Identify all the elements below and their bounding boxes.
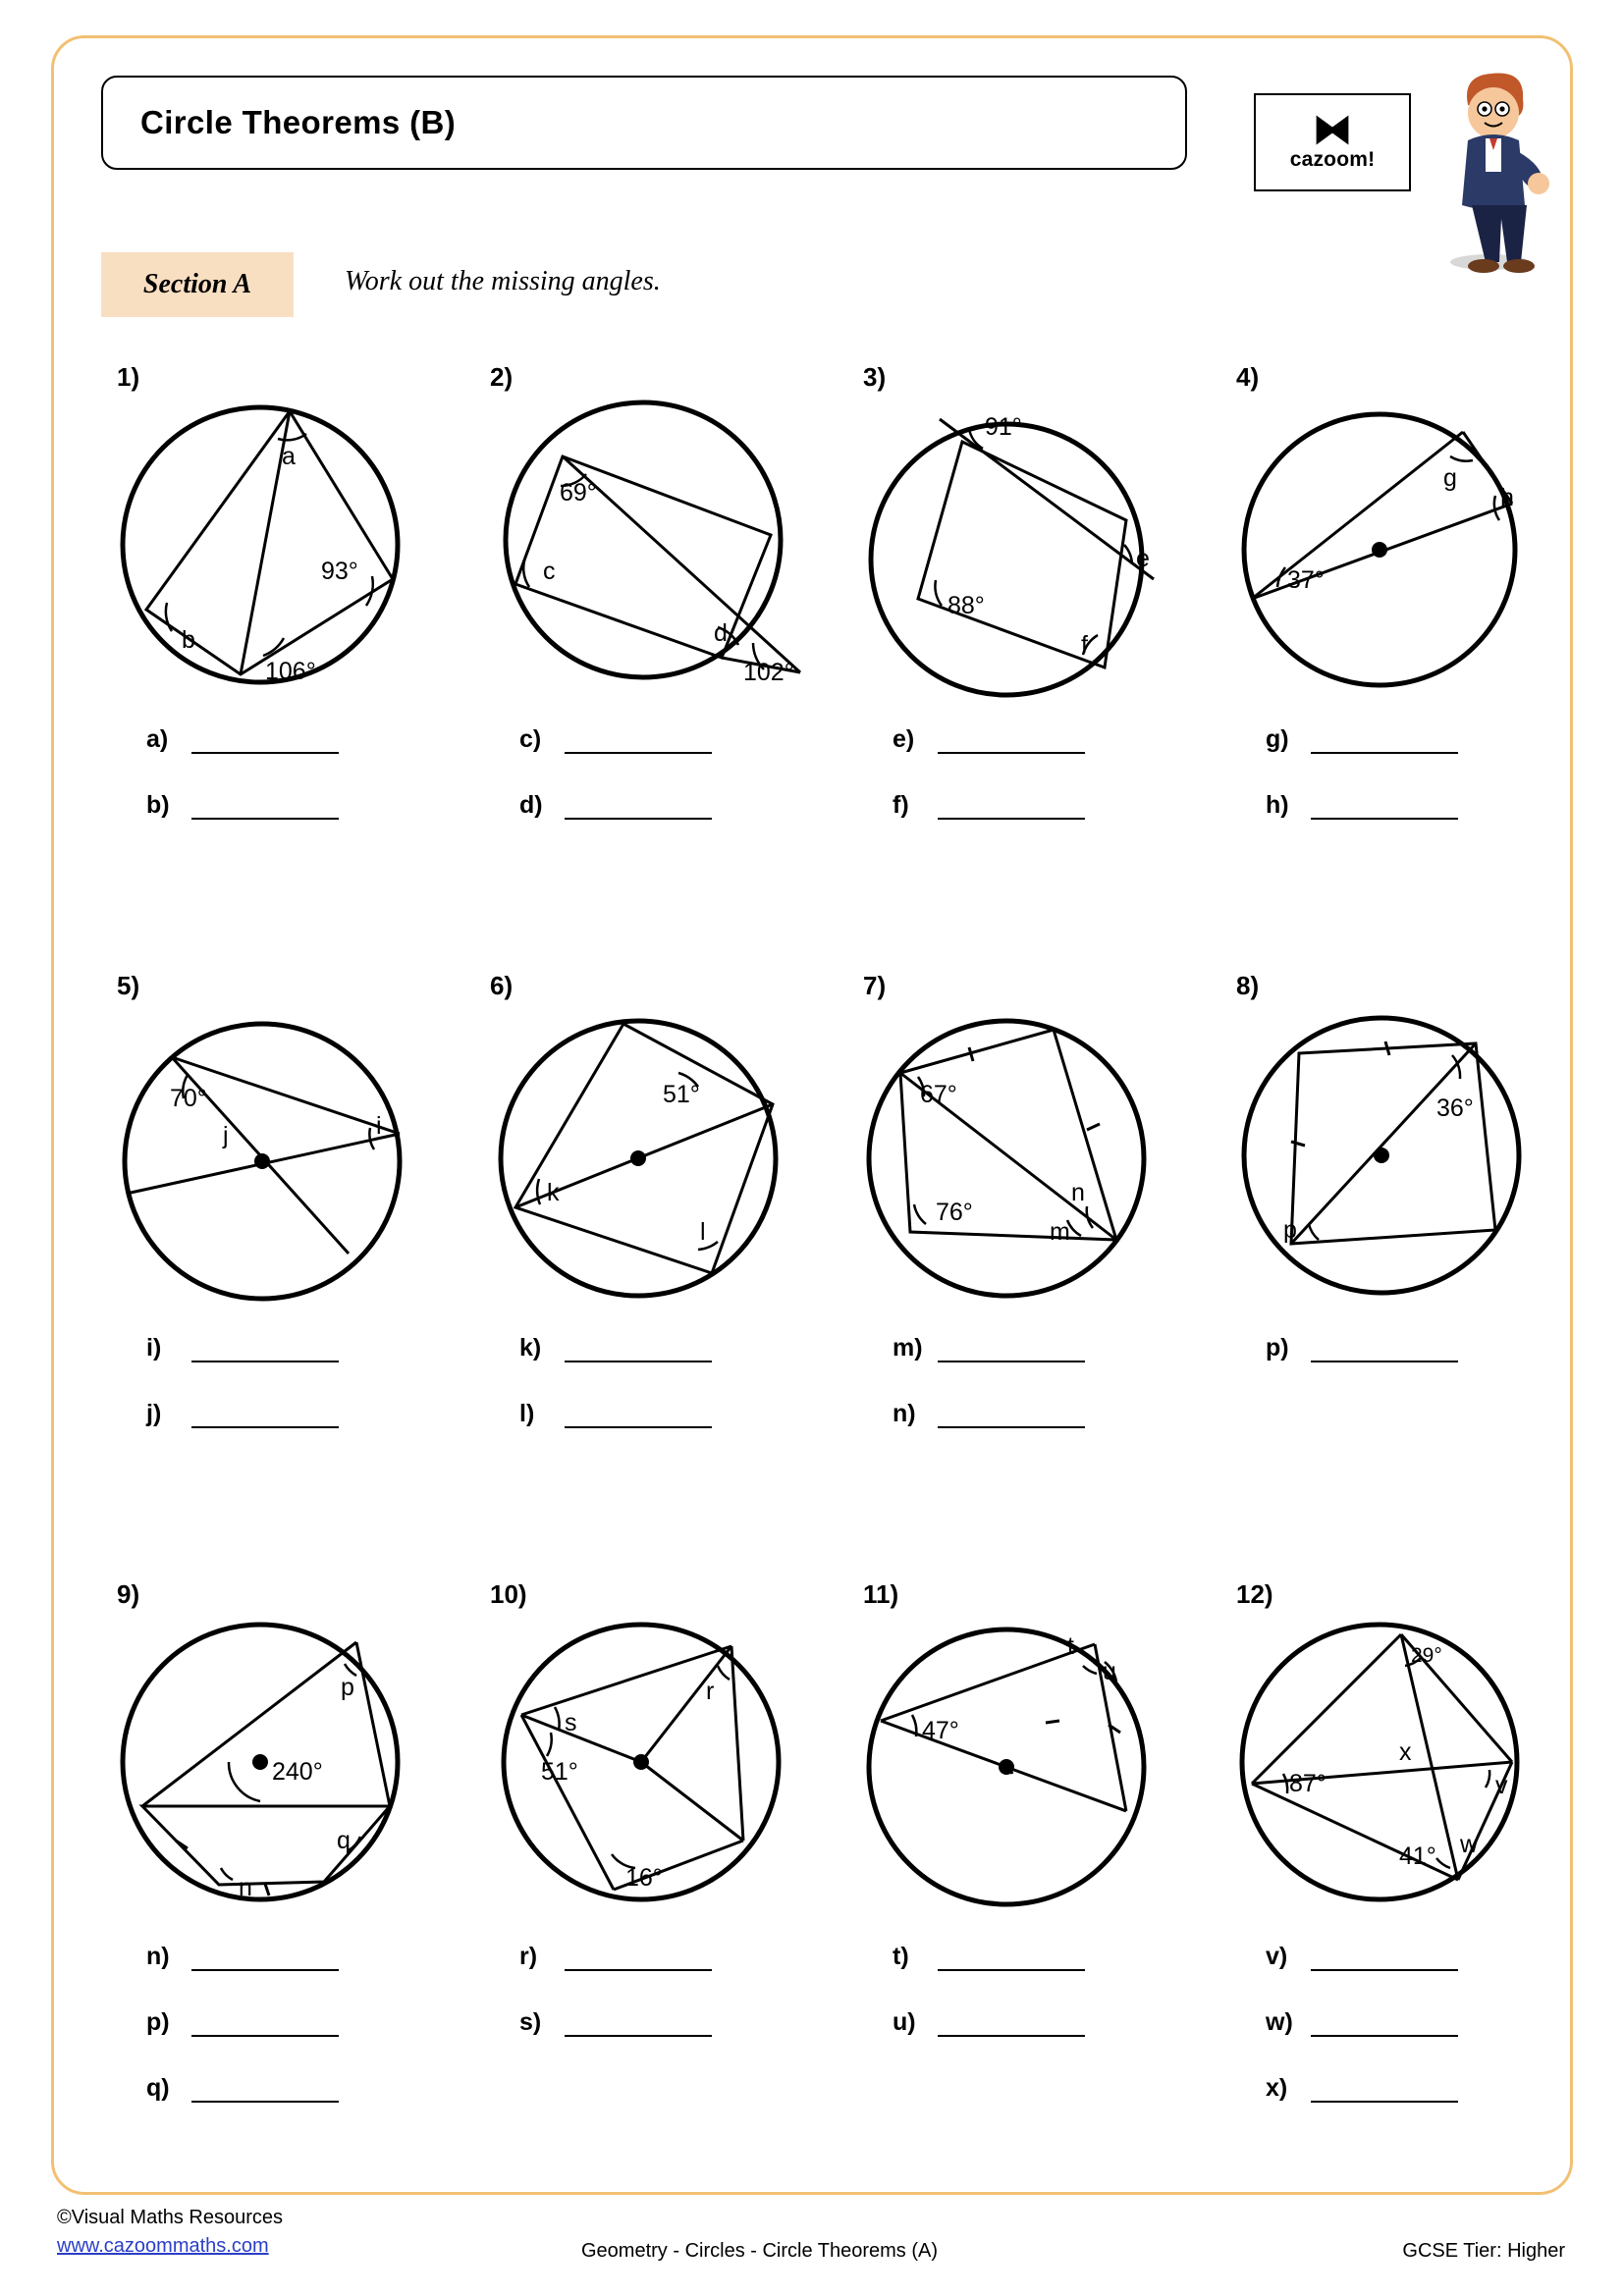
angle-106: 106°	[265, 658, 316, 685]
angle-76: 76°	[936, 1199, 973, 1226]
question-8-answers	[1266, 1334, 1458, 1400]
answer-blank[interactable]	[565, 2015, 712, 2037]
answer-line	[1266, 2008, 1458, 2037]
answer-label: i)	[146, 1334, 162, 1362]
answer-line	[519, 1400, 712, 1428]
answer-blank[interactable]	[938, 1949, 1085, 1971]
question-number: 11)	[863, 1579, 899, 1609]
footer-topic: Geometry - Circles - Circle Theorems (A)	[581, 2240, 939, 2262]
angle-51: 51°	[541, 1758, 578, 1786]
answer-blank[interactable]	[1311, 1341, 1458, 1362]
label-p: p	[341, 1674, 354, 1701]
angle-69: 69°	[560, 479, 597, 507]
answer-line	[1266, 1334, 1458, 1362]
answer-label: m)	[893, 1334, 923, 1362]
angle-91: 91°	[985, 413, 1022, 441]
answer-label: g)	[1266, 725, 1289, 753]
mascot-illustration	[1429, 62, 1556, 278]
angle-88: 88°	[947, 592, 985, 619]
angle-47: 47°	[922, 1717, 959, 1744]
question-9-figure	[113, 1605, 447, 1929]
question-10-answers	[519, 1943, 712, 2074]
answer-line	[893, 1334, 1085, 1362]
label-i: i	[376, 1112, 382, 1140]
label-q: q	[337, 1827, 351, 1854]
worksheet-title-box	[101, 76, 1187, 170]
question-number: 1)	[117, 362, 140, 392]
answer-label: q)	[146, 2074, 170, 2102]
answer-blank[interactable]	[565, 1341, 712, 1362]
answer-line	[146, 1400, 339, 1428]
label-t: t	[1067, 1632, 1074, 1660]
label-j: j	[223, 1122, 229, 1149]
answer-blank[interactable]	[1311, 1949, 1458, 1971]
footer-tier: GCSE Tier: Higher	[1402, 2240, 1565, 2262]
answer-label: p)	[146, 2008, 170, 2036]
answer-label: v)	[1266, 1943, 1288, 1970]
question-1-answers	[146, 725, 339, 857]
angle-29: 29°	[1411, 1644, 1442, 1667]
angle-102: 102°	[743, 659, 794, 686]
cazoom-logo	[1254, 93, 1411, 191]
label-m: m	[1050, 1218, 1070, 1246]
answer-blank[interactable]	[1311, 732, 1458, 754]
answer-label: a)	[146, 725, 169, 753]
question-number: 10)	[490, 1579, 527, 1609]
question-4-answers	[1266, 725, 1458, 857]
answer-line	[146, 725, 339, 754]
question-11-figure	[859, 1605, 1193, 1929]
question-number: 4)	[1236, 362, 1260, 392]
answer-label: k)	[519, 1334, 542, 1362]
question-number: 6)	[490, 971, 514, 1000]
answer-blank[interactable]	[938, 732, 1085, 754]
answer-line	[146, 1334, 339, 1362]
angle-36: 36°	[1436, 1095, 1474, 1122]
question-9-answers	[146, 1943, 339, 2140]
label-s: s	[565, 1709, 577, 1736]
answer-blank[interactable]	[191, 798, 339, 820]
question-7-answers	[893, 1334, 1085, 1466]
question-8-figure	[1232, 996, 1566, 1320]
answer-line	[519, 1334, 712, 1362]
answer-label: b)	[146, 791, 170, 819]
cazoom-link[interactable]: www.cazoommaths.com	[57, 2235, 269, 2257]
answer-line	[519, 725, 712, 754]
question-number: 9)	[117, 1579, 140, 1609]
answer-blank[interactable]	[191, 1949, 339, 1971]
label-p: p	[1283, 1216, 1297, 1244]
answer-blank[interactable]	[1311, 798, 1458, 820]
angle-41: 41°	[1399, 1842, 1436, 1870]
answer-blank[interactable]	[938, 1407, 1085, 1428]
answer-blank[interactable]	[1311, 2015, 1458, 2037]
answer-label: c)	[519, 725, 542, 753]
answer-blank[interactable]	[565, 1949, 712, 1971]
angle-16: 16°	[625, 1864, 663, 1892]
question-10-figure	[486, 1605, 820, 1929]
answer-blank[interactable]	[191, 2015, 339, 2037]
footer-left	[57, 2207, 283, 2258]
question-row-3	[54, 1550, 1570, 2159]
label-b: b	[182, 626, 195, 654]
label-n: n	[239, 1874, 252, 1901]
question-12-answers	[1266, 1943, 1458, 2140]
question-6-answers	[519, 1334, 712, 1466]
answer-line	[1266, 791, 1458, 820]
answer-label: e)	[893, 725, 915, 753]
question-1-figure	[113, 388, 447, 712]
worksheet-page	[51, 35, 1573, 2195]
label-v: v	[1495, 1772, 1508, 1799]
question-5-figure	[113, 996, 447, 1320]
answer-label: h)	[1266, 791, 1289, 819]
question-2-answers	[519, 725, 712, 857]
answer-label: w)	[1266, 2008, 1293, 2036]
answer-line	[893, 725, 1085, 754]
answer-label: r)	[519, 1943, 538, 1970]
question-grid	[54, 333, 1570, 2159]
label-x: x	[1399, 1738, 1412, 1766]
answer-line	[146, 2008, 339, 2037]
question-number: 5)	[117, 971, 140, 1000]
question-5-answers	[146, 1334, 339, 1466]
page-title: Circle Theorems (B)	[140, 104, 457, 140]
label-c: c	[543, 558, 556, 585]
answer-label: j)	[146, 1400, 162, 1427]
question-number: 8)	[1236, 971, 1260, 1000]
question-12-figure	[1232, 1605, 1566, 1929]
answer-line	[519, 2008, 712, 2037]
label-u: u	[1103, 1658, 1116, 1685]
answer-blank[interactable]	[565, 732, 712, 754]
label-g: g	[1443, 464, 1457, 492]
angle-67: 67°	[920, 1081, 957, 1108]
answer-line	[146, 791, 339, 820]
question-2-figure	[486, 388, 820, 712]
answer-blank[interactable]	[565, 1407, 712, 1428]
angle-51: 51°	[663, 1081, 700, 1108]
angle-240: 240°	[272, 1758, 323, 1786]
answer-label: n)	[146, 1943, 170, 1970]
answer-line	[519, 791, 712, 820]
label-e: e	[1136, 545, 1150, 572]
question-6-figure	[486, 996, 820, 1320]
answer-label: s)	[519, 2008, 542, 2036]
question-3-answers	[893, 725, 1085, 857]
answer-blank[interactable]	[191, 1407, 339, 1428]
question-4-figure	[1232, 388, 1566, 712]
answer-line	[1266, 725, 1458, 754]
label-d: d	[714, 619, 728, 647]
answer-label: n)	[893, 1400, 916, 1427]
answer-line	[1266, 1943, 1458, 1971]
label-k: k	[547, 1179, 560, 1206]
answer-line	[893, 1943, 1085, 1971]
label-h: h	[1500, 484, 1514, 511]
question-number: 12)	[1236, 1579, 1273, 1609]
answer-label: t)	[893, 1943, 909, 1970]
answer-blank[interactable]	[938, 2015, 1085, 2037]
question-number: 2)	[490, 362, 514, 392]
answer-label: l)	[519, 1400, 535, 1427]
answer-label: u)	[893, 2008, 916, 2036]
answer-label: x)	[1266, 2074, 1288, 2102]
question-number: 3)	[863, 362, 887, 392]
label-a: a	[282, 443, 296, 470]
answer-line	[893, 791, 1085, 820]
question-3-figure	[859, 388, 1193, 712]
question-row-1	[54, 333, 1570, 941]
answer-label: p)	[1266, 1334, 1289, 1362]
question-row-2	[54, 941, 1570, 1550]
answer-blank[interactable]	[938, 798, 1085, 820]
answer-line	[519, 1943, 712, 1971]
label-f: f	[1081, 631, 1088, 659]
answer-line	[1266, 2074, 1458, 2103]
answer-blank[interactable]	[565, 798, 712, 820]
answer-label: d)	[519, 791, 543, 819]
answer-blank[interactable]	[1311, 2081, 1458, 2103]
answer-line	[146, 1943, 339, 1971]
answer-line	[893, 2008, 1085, 2037]
label-r: r	[706, 1678, 715, 1705]
answer-label: f)	[893, 791, 909, 819]
question-number: 7)	[863, 971, 887, 1000]
question-11-answers	[893, 1943, 1085, 2074]
label-w: w	[1460, 1831, 1479, 1858]
answer-line	[893, 1400, 1085, 1428]
answer-blank[interactable]	[938, 1341, 1085, 1362]
section-badge: Section A	[101, 252, 294, 317]
hourglass-icon: ⧓	[1313, 108, 1352, 151]
angle-93: 93°	[321, 558, 358, 585]
angle-70: 70°	[170, 1085, 207, 1112]
answer-blank[interactable]	[191, 1341, 339, 1362]
answer-blank[interactable]	[191, 732, 339, 754]
answer-line	[146, 2074, 339, 2103]
angle-37: 37°	[1287, 566, 1325, 594]
logo-wordmark: cazoom!	[1289, 148, 1376, 171]
angle-87: 87°	[1289, 1770, 1326, 1797]
label-l: l	[700, 1218, 706, 1246]
question-7-figure	[859, 996, 1193, 1320]
label-n: n	[1071, 1179, 1085, 1206]
section-instruction: Work out the missing angles.	[345, 266, 661, 296]
answer-blank[interactable]	[191, 2081, 339, 2103]
copyright-text: ©Visual Maths Resources	[57, 2207, 284, 2228]
